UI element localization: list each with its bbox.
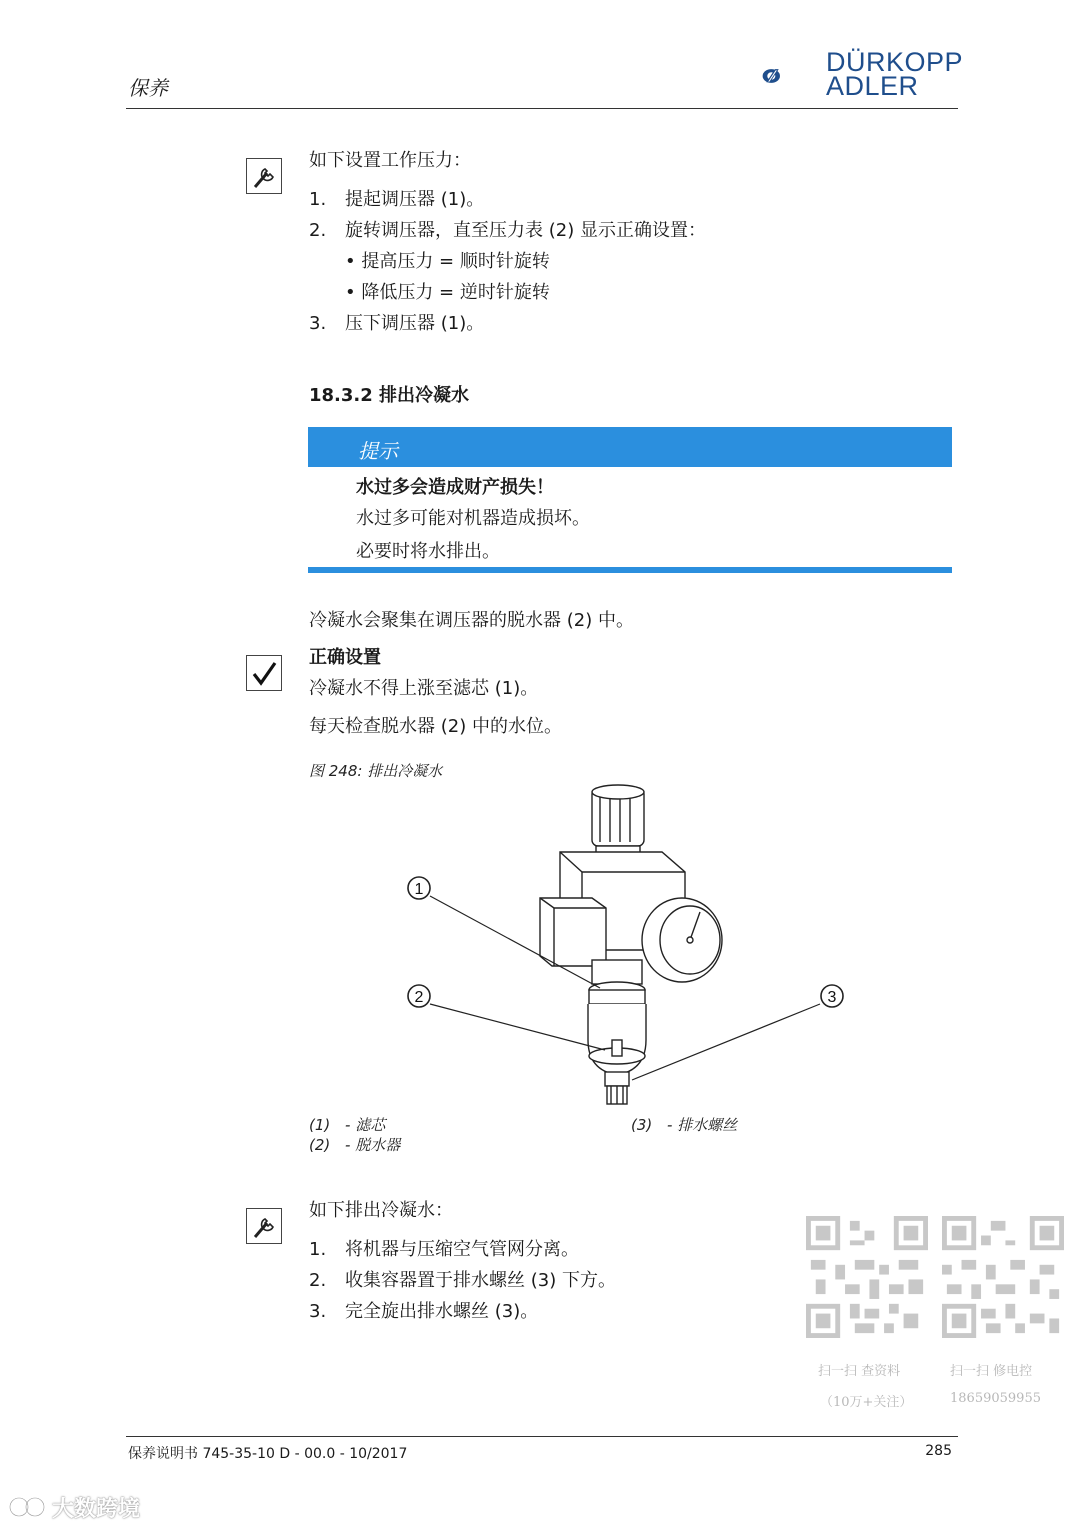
figure-caption: 图 248: 排出冷凝水 [309,762,443,780]
block2-intro: 如下排出冷凝水： [309,1200,453,1221]
block1-step-3 [309,313,484,335]
step-number: 3. [309,1301,327,1322]
watermark: 大数跨境 [52,1497,141,1522]
header-divider [126,108,958,109]
step-number: 1. [309,1239,327,1260]
legend-number: (1) [309,1116,331,1134]
header-section-title: 保养 [128,76,168,100]
notice-label: 提示 [358,439,398,463]
brand-line-2: ADLER [826,71,919,101]
notice-line-1: 水过多可能对机器造成损坏。 [356,508,590,529]
block2-step-1 [309,1239,579,1261]
filter-regulator-illustration [400,780,850,1110]
watermark-logo-icon [8,1494,48,1520]
notice-bar [308,427,952,467]
qr-right-caption-2: 18659059955 [950,1391,1041,1406]
bullet-decrease: • 降低压力 = 逆时针旋转 [345,282,550,303]
footer-document-id: 保养说明书 745-35-10 D - 00.0 - 10/2017 [128,1446,408,1462]
brand-line-1: DÜRKOPP [826,47,964,77]
block2-step-3 [309,1301,538,1323]
notice-line-2: 必要时将水排出。 [356,541,500,562]
callout-3: 3 [827,989,837,1006]
step-number: 2. [309,1270,327,1291]
footer-divider [126,1436,958,1437]
step-text: 收集容器置于排水螺丝 (3) 下方。 [345,1270,616,1291]
qr-right-caption-1: 扫一扫 修电控 [950,1364,1033,1379]
step-text: 将机器与压缩空气管网分离。 [345,1239,579,1260]
legend-item-3 [631,1114,737,1135]
block1-intro: 如下设置工作压力： [309,150,471,171]
legend-item-1 [309,1114,385,1135]
step-text: 压下调压器 (1)。 [345,313,485,334]
qr-left-caption-2: （10万+关注） [820,1395,913,1410]
qr-code-icon [942,1216,1064,1338]
qr-left-caption-1: 扫一扫 查资料 [818,1364,901,1379]
correct-setting-line-2: 每天检查脱水器 (2) 中的水位。 [309,716,562,737]
durkopp-adler-logo [762,50,824,102]
condensate-text: 冷凝水会聚集在调压器的脱水器 (2) 中。 [309,610,634,631]
qr-code-icon [806,1216,928,1338]
legend-text: - 脱水器 [345,1136,401,1154]
notice-title: 水过多会造成财产损失！ [356,477,554,498]
legend-number: (3) [631,1116,653,1134]
wrench-icon [246,1208,282,1244]
block1-step-2 [309,220,706,242]
step-text: 提起调压器 (1)。 [345,189,485,210]
legend-text: - 排水螺丝 [667,1116,738,1134]
callout-1: 1 [414,881,424,898]
bullet-increase: • 提高压力 = 顺时针旋转 [345,251,550,272]
step-text: 完全旋出排水螺丝 (3)。 [345,1301,539,1322]
brand-name [826,47,964,101]
notice-bottom-rule [308,567,952,573]
step-number: 3. [309,313,327,334]
section-heading: 18.3.2 排出冷凝水 [309,385,470,406]
legend-number: (2) [309,1136,331,1154]
correct-setting-line-1: 冷凝水不得上涨至滤芯 (1)。 [309,678,539,699]
step-number: 2. [309,220,327,241]
step-number: 1. [309,189,327,210]
block1-step-1 [309,189,484,211]
correct-setting-title: 正确设置 [309,647,381,668]
step-text: 旋转调压器，直至压力表 (2) 显示正确设置： [345,220,706,241]
legend-text: - 滤芯 [345,1116,386,1134]
block2-step-2 [309,1270,616,1292]
checkmark-icon [246,655,282,691]
legend-item-2 [309,1134,400,1155]
page-number: 285 [925,1443,952,1459]
wrench-icon [246,158,282,194]
callout-2: 2 [414,989,424,1006]
